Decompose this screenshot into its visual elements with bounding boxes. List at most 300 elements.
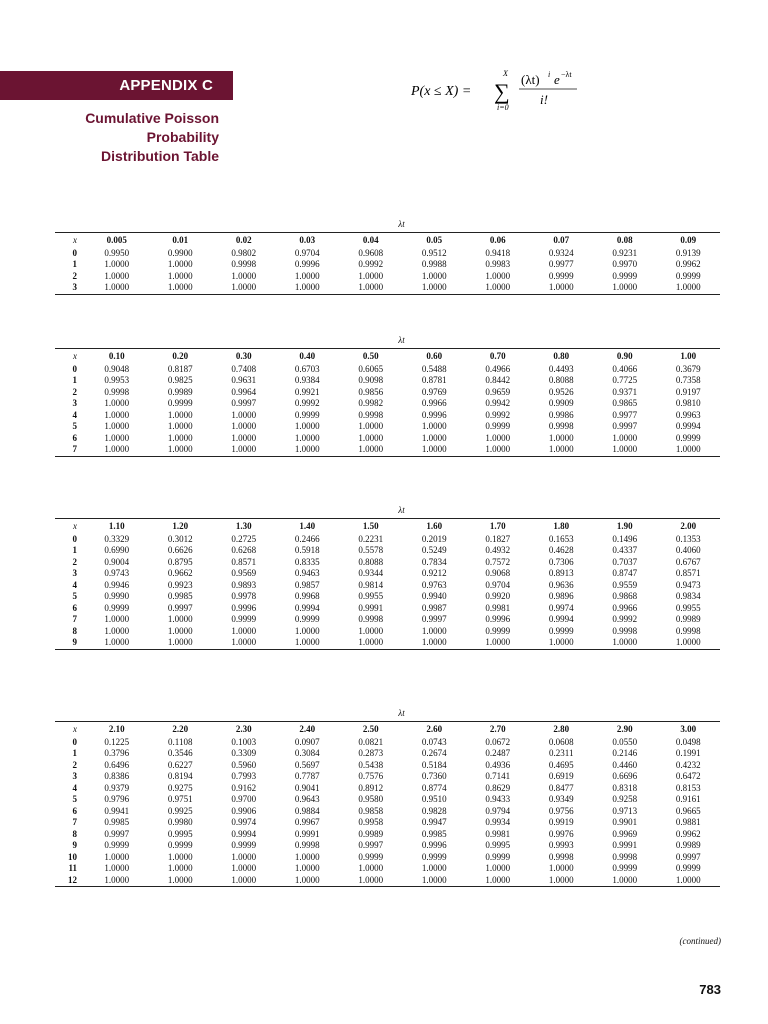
probability-cell: 0.9993 (548, 840, 574, 850)
x-value-cell: 0 (72, 736, 77, 747)
formula-lhs: P(x ≤ X) = (411, 84, 472, 99)
probability-cell: 0.9743 (104, 568, 130, 578)
poisson-table (55, 721, 720, 887)
probability-cell: 0.6065 (358, 363, 384, 374)
probability-cell: 1.0000 (548, 444, 574, 454)
probability-cell: 0.8571 (675, 568, 701, 578)
probability-cell: 0.9868 (612, 591, 638, 601)
lambda-label: λt (398, 219, 405, 229)
lambda-column-header: 0.10 (108, 351, 125, 361)
probability-cell: 1.0000 (358, 270, 384, 281)
probability-cell: 0.9920 (485, 591, 511, 601)
probability-cell: 0.9982 (358, 398, 384, 408)
lambda-column-header: 0.20 (172, 351, 189, 361)
probability-cell: 0.9999 (167, 840, 193, 850)
probability-cell: 0.9048 (104, 363, 130, 374)
probability-cell: 0.9946 (104, 579, 130, 590)
probability-cell: 1.0000 (485, 444, 511, 454)
probability-cell: 1.0000 (104, 874, 130, 885)
table-row (55, 534, 720, 546)
table-row (55, 398, 720, 410)
probability-cell: 0.9857 (294, 579, 320, 590)
probability-cell: 0.1108 (168, 736, 193, 747)
probability-cell: 0.9999 (675, 863, 701, 873)
probability-cell: 0.3679 (675, 363, 701, 374)
probability-cell: 0.6227 (167, 759, 193, 770)
probability-cell: 0.7834 (421, 556, 447, 567)
probability-cell: 0.9955 (358, 591, 384, 601)
probability-cell: 0.8088 (548, 375, 574, 385)
probability-cell: 0.1496 (612, 533, 638, 544)
probability-cell: 0.2466 (294, 533, 320, 544)
probability-cell: 0.9987 (421, 602, 447, 613)
probability-cell: 1.0000 (358, 432, 384, 443)
probability-cell: 0.9999 (421, 851, 447, 862)
x-column-header: x (73, 235, 77, 245)
probability-cell: 0.9636 (548, 579, 574, 590)
probability-cell: 0.9969 (612, 828, 638, 839)
probability-cell: 0.9999 (231, 840, 257, 850)
probability-cell: 1.0000 (294, 282, 320, 292)
probability-cell: 0.9990 (104, 591, 130, 601)
probability-cell: 0.9996 (485, 614, 511, 624)
probability-cell: 0.8629 (485, 782, 511, 793)
probability-cell: 0.4628 (548, 545, 574, 555)
probability-cell: 0.2725 (231, 533, 257, 544)
probability-cell: 1.0000 (167, 614, 193, 624)
probability-cell: 1.0000 (675, 637, 701, 647)
probability-cell: 0.0498 (675, 736, 701, 747)
probability-cell: 0.9989 (675, 840, 701, 850)
x-column-header: x (73, 351, 77, 361)
probability-cell: 0.9900 (167, 247, 193, 258)
probability-cell: 0.9997 (358, 840, 384, 850)
probability-cell: 0.9995 (485, 840, 511, 850)
probability-cell: 0.9997 (421, 614, 447, 624)
probability-cell: 1.0000 (485, 282, 511, 292)
x-value-cell: 5 (72, 794, 77, 804)
poisson-table-section-3 (55, 505, 720, 650)
probability-cell: 0.9580 (358, 794, 384, 804)
probability-cell: 0.9275 (167, 782, 193, 793)
probability-cell: 0.9756 (548, 805, 574, 816)
probability-cell: 0.8747 (612, 568, 638, 578)
probability-cell: 0.9231 (612, 247, 638, 258)
probability-cell: 0.8571 (231, 556, 257, 567)
probability-cell: 1.0000 (548, 282, 574, 292)
x-value-cell: 5 (72, 591, 77, 601)
x-value-cell: 6 (72, 805, 77, 816)
probability-cell: 0.9985 (421, 828, 447, 839)
poisson-table (55, 232, 720, 295)
probability-cell: 1.0000 (612, 444, 638, 454)
formula-e-exp: −λt (561, 70, 572, 79)
probability-cell: 1.0000 (358, 282, 384, 292)
x-value-cell: 0 (72, 533, 77, 544)
table-row (55, 840, 720, 852)
probability-cell: 0.5918 (294, 545, 320, 555)
probability-cell: 0.9825 (167, 375, 193, 385)
probability-cell: 1.0000 (548, 432, 574, 443)
probability-cell: 0.9942 (485, 398, 511, 408)
probability-cell: 1.0000 (104, 409, 130, 420)
lambda-column-header: 3.00 (680, 724, 697, 734)
probability-cell: 0.9999 (294, 614, 320, 624)
table-row (55, 806, 720, 818)
probability-cell: 0.9828 (421, 805, 447, 816)
table-row (55, 771, 720, 783)
lambda-column-header: 0.04 (362, 235, 379, 245)
probability-cell: 1.0000 (231, 432, 257, 443)
probability-cell: 0.9608 (358, 247, 384, 258)
probability-cell: 0.4460 (612, 759, 638, 770)
probability-cell: 0.9098 (358, 375, 384, 385)
probability-cell: 1.0000 (294, 874, 320, 885)
probability-cell: 1.0000 (231, 851, 257, 862)
probability-cell: 0.8194 (167, 771, 193, 781)
x-value-cell: 4 (72, 409, 77, 420)
probability-cell: 0.9996 (294, 259, 320, 269)
probability-cell: 0.9998 (104, 386, 130, 397)
table-row (55, 410, 720, 422)
probability-cell: 0.9994 (675, 421, 701, 431)
probability-cell: 0.9994 (548, 614, 574, 624)
probability-cell: 1.0000 (612, 282, 638, 292)
probability-cell: 1.0000 (104, 398, 130, 408)
probability-cell: 1.0000 (231, 444, 257, 454)
lambda-column-header: 2.60 (426, 724, 443, 734)
probability-cell: 0.3546 (167, 748, 193, 758)
probability-cell: 0.1991 (675, 748, 701, 758)
probability-cell: 0.9964 (231, 386, 257, 397)
probability-cell: 1.0000 (104, 270, 130, 281)
probability-cell: 1.0000 (421, 625, 447, 636)
probability-cell: 0.9999 (612, 863, 638, 873)
probability-cell: 0.9992 (294, 398, 320, 408)
probability-cell: 0.6919 (548, 771, 574, 781)
probability-cell: 0.9704 (294, 247, 320, 258)
probability-cell: 0.7576 (358, 771, 384, 781)
probability-cell: 0.9662 (167, 568, 193, 578)
table-row (55, 387, 720, 399)
table-row (55, 817, 720, 829)
probability-cell: 1.0000 (675, 444, 701, 454)
probability-cell: 0.9968 (294, 591, 320, 601)
lambda-column-header: 0.06 (489, 235, 506, 245)
table-row (55, 433, 720, 445)
table-header-row (55, 519, 720, 534)
table-row (55, 557, 720, 569)
probability-cell: 0.9996 (231, 602, 257, 613)
lambda-column-header: 0.60 (426, 351, 443, 361)
lambda-column-header: 0.50 (362, 351, 379, 361)
table-header-row (55, 233, 720, 248)
probability-cell: 0.9974 (231, 817, 257, 827)
table-row (55, 760, 720, 772)
probability-cell: 0.9992 (485, 409, 511, 420)
probability-cell: 0.9999 (612, 270, 638, 281)
probability-cell: 0.9963 (675, 409, 701, 420)
probability-cell: 0.7787 (294, 771, 320, 781)
probability-cell: 0.9966 (421, 398, 447, 408)
probability-cell: 0.9896 (548, 591, 574, 601)
probability-cell: 0.9985 (104, 817, 130, 827)
appendix-banner (0, 71, 233, 100)
lambda-column-header: 0.30 (235, 351, 252, 361)
lambda-column-header: 0.70 (489, 351, 506, 361)
probability-cell: 0.1653 (548, 533, 574, 544)
summation-icon: ∑ (494, 79, 510, 104)
lambda-column-header: 2.00 (680, 521, 697, 531)
appendix-label: APPENDIX C (119, 77, 213, 94)
probability-cell: 0.9998 (294, 840, 320, 850)
probability-cell: 1.0000 (548, 874, 574, 885)
table-row (55, 794, 720, 806)
probability-cell: 0.8477 (548, 782, 574, 793)
lambda-column-header: 1.50 (362, 521, 379, 531)
probability-cell: 0.9349 (548, 794, 574, 804)
probability-cell: 1.0000 (485, 432, 511, 443)
probability-cell: 0.9324 (548, 247, 574, 258)
poisson-table-section-1 (55, 219, 720, 295)
probability-cell: 0.8088 (358, 556, 384, 567)
probability-cell: 0.9923 (167, 579, 193, 590)
lambda-column-header: 2.40 (299, 724, 316, 734)
x-value-cell: 8 (72, 828, 77, 839)
x-value-cell: 3 (72, 398, 77, 408)
x-value-cell: 7 (72, 614, 77, 624)
probability-cell: 0.9769 (421, 386, 447, 397)
x-value-cell: 6 (72, 432, 77, 443)
probability-cell: 0.9998 (358, 409, 384, 420)
probability-cell: 1.0000 (231, 637, 257, 647)
probability-cell: 0.9999 (231, 614, 257, 624)
probability-cell: 1.0000 (421, 874, 447, 885)
probability-cell: 0.4232 (675, 759, 701, 770)
probability-cell: 0.7306 (548, 556, 574, 567)
probability-cell: 0.9763 (421, 579, 447, 590)
probability-cell: 1.0000 (675, 874, 701, 885)
probability-cell: 0.8442 (485, 375, 511, 385)
probability-cell: 0.5184 (421, 759, 447, 770)
probability-cell: 0.5249 (421, 545, 447, 555)
probability-cell: 0.9004 (104, 556, 130, 567)
table-row (55, 421, 720, 433)
probability-cell: 0.9941 (104, 805, 130, 816)
table-row (55, 568, 720, 580)
probability-cell: 0.9569 (231, 568, 257, 578)
formula-sum-upper: X (503, 69, 508, 78)
probability-cell: 0.9978 (231, 591, 257, 601)
probability-cell: 0.9371 (612, 386, 638, 397)
probability-cell: 0.9991 (612, 840, 638, 850)
lambda-column-header: 1.90 (616, 521, 633, 531)
probability-cell: 0.9999 (675, 270, 701, 281)
probability-cell: 0.4493 (548, 363, 574, 374)
probability-cell: 0.2311 (549, 748, 574, 758)
lambda-column-header: 0.05 (426, 235, 443, 245)
probability-cell: 1.0000 (421, 282, 447, 292)
probability-cell: 0.9559 (612, 579, 638, 590)
formula-num-exp: i (548, 70, 551, 79)
probability-cell: 1.0000 (104, 444, 130, 454)
probability-cell: 0.9974 (548, 602, 574, 613)
probability-cell: 0.9834 (675, 591, 701, 601)
probability-cell: 0.9994 (294, 602, 320, 613)
probability-cell: 1.0000 (485, 874, 511, 885)
lambda-label: λt (398, 708, 405, 718)
probability-cell: 0.9999 (167, 398, 193, 408)
x-value-cell: 5 (72, 421, 77, 431)
probability-cell: 0.9995 (167, 828, 193, 839)
table-row (55, 282, 720, 294)
probability-cell: 0.1003 (231, 736, 257, 747)
probability-cell: 0.3309 (231, 748, 257, 758)
probability-cell: 1.0000 (104, 614, 130, 624)
probability-cell: 0.9881 (675, 817, 701, 827)
probability-cell: 0.9983 (485, 259, 511, 269)
probability-cell: 0.9999 (358, 851, 384, 862)
table-row (55, 580, 720, 592)
probability-cell: 0.5960 (231, 759, 257, 770)
lambda-column-header: 2.20 (172, 724, 189, 734)
x-value-cell: 7 (72, 817, 77, 827)
probability-cell: 1.0000 (167, 409, 193, 420)
probability-cell: 1.0000 (358, 637, 384, 647)
probability-cell: 0.9068 (485, 568, 511, 578)
probability-cell: 0.9794 (485, 805, 511, 816)
poisson-formula (405, 64, 605, 114)
table-header-row (55, 349, 720, 364)
probability-cell: 0.6496 (104, 759, 130, 770)
x-value-cell: 8 (72, 625, 77, 636)
formula-numerator: (λt) (521, 72, 540, 87)
probability-cell: 0.6268 (231, 545, 257, 555)
probability-cell: 0.4936 (485, 759, 511, 770)
poisson-table (55, 348, 720, 457)
probability-cell: 1.0000 (167, 282, 193, 292)
probability-cell: 0.9997 (104, 828, 130, 839)
probability-cell: 0.9463 (294, 568, 320, 578)
probability-cell: 0.9512 (421, 247, 447, 258)
probability-cell: 0.6767 (675, 556, 701, 567)
probability-cell: 0.6472 (675, 771, 701, 781)
table-row (55, 603, 720, 615)
x-value-cell: 1 (72, 259, 77, 269)
lambda-column-header: 0.08 (616, 235, 633, 245)
probability-cell: 0.0672 (485, 736, 511, 747)
probability-cell: 0.6626 (167, 545, 193, 555)
probability-cell: 0.2873 (358, 748, 384, 758)
probability-cell: 0.9925 (167, 805, 193, 816)
probability-cell: 0.9991 (358, 602, 384, 613)
x-value-cell: 1 (72, 545, 77, 555)
probability-cell: 0.6696 (612, 771, 638, 781)
x-value-cell: 2 (72, 556, 77, 567)
probability-cell: 0.4337 (612, 545, 638, 555)
lambda-column-header: 0.40 (299, 351, 316, 361)
probability-cell: 0.9953 (104, 375, 130, 385)
x-value-cell: 2 (72, 270, 77, 281)
probability-cell: 0.3084 (294, 748, 320, 758)
probability-cell: 0.5488 (421, 363, 447, 374)
probability-cell: 0.9998 (548, 851, 574, 862)
probability-cell: 0.9433 (485, 794, 511, 804)
lambda-column-header: 0.80 (553, 351, 570, 361)
probability-cell: 0.9901 (612, 817, 638, 827)
probability-cell: 0.2487 (485, 748, 511, 758)
probability-cell: 1.0000 (485, 863, 511, 873)
probability-cell: 0.9997 (612, 421, 638, 431)
table-header-row (55, 722, 720, 737)
probability-cell: 0.8187 (167, 363, 193, 374)
probability-cell: 0.1353 (675, 533, 701, 544)
table-row (55, 271, 720, 283)
probability-cell: 0.9510 (421, 794, 447, 804)
probability-cell: 0.7141 (485, 771, 511, 781)
probability-cell: 0.9379 (104, 782, 130, 793)
table-row (55, 444, 720, 456)
probability-cell: 1.0000 (104, 421, 130, 431)
probability-cell: 0.7993 (231, 771, 257, 781)
x-column-header: x (73, 521, 77, 531)
probability-cell: 0.9992 (358, 259, 384, 269)
probability-cell: 0.9994 (231, 828, 257, 839)
probability-cell: 0.9999 (294, 409, 320, 420)
probability-cell: 0.9958 (358, 817, 384, 827)
probability-cell: 0.9643 (294, 794, 320, 804)
probability-cell: 1.0000 (104, 282, 130, 292)
x-value-cell: 11 (68, 863, 77, 873)
lambda-column-header: 1.70 (489, 521, 506, 531)
formula-sum-lower: i=0 (497, 103, 509, 112)
probability-cell: 0.7358 (675, 375, 701, 385)
lambda-column-header: 2.80 (553, 724, 570, 734)
probability-cell: 1.0000 (167, 259, 193, 269)
probability-cell: 0.9977 (548, 259, 574, 269)
probability-cell: 1.0000 (294, 851, 320, 862)
probability-cell: 1.0000 (612, 637, 638, 647)
probability-cell: 1.0000 (167, 863, 193, 873)
probability-cell: 1.0000 (421, 863, 447, 873)
probability-cell: 0.9977 (612, 409, 638, 420)
x-value-cell: 9 (72, 840, 77, 850)
table-row (55, 863, 720, 875)
probability-cell: 1.0000 (421, 421, 447, 431)
probability-cell: 0.9980 (167, 817, 193, 827)
probability-cell: 1.0000 (358, 444, 384, 454)
probability-cell: 0.7037 (612, 556, 638, 567)
probability-cell: 1.0000 (294, 863, 320, 873)
probability-cell: 1.0000 (167, 421, 193, 431)
probability-cell: 0.9996 (421, 409, 447, 420)
probability-cell: 0.9162 (231, 782, 257, 793)
lambda-column-header: 1.80 (553, 521, 570, 531)
table-row (55, 637, 720, 649)
probability-cell: 0.9344 (358, 568, 384, 578)
probability-cell: 0.7572 (485, 556, 511, 567)
probability-cell: 0.5578 (358, 545, 384, 555)
probability-cell: 0.8912 (358, 782, 384, 793)
probability-cell: 0.9473 (675, 579, 701, 590)
probability-cell: 1.0000 (358, 625, 384, 636)
probability-cell: 0.5438 (358, 759, 384, 770)
lambda-column-header: 1.60 (426, 521, 443, 531)
probability-cell: 1.0000 (548, 863, 574, 873)
probability-cell: 1.0000 (104, 851, 130, 862)
probability-cell: 1.0000 (421, 432, 447, 443)
probability-cell: 0.9996 (421, 840, 447, 850)
